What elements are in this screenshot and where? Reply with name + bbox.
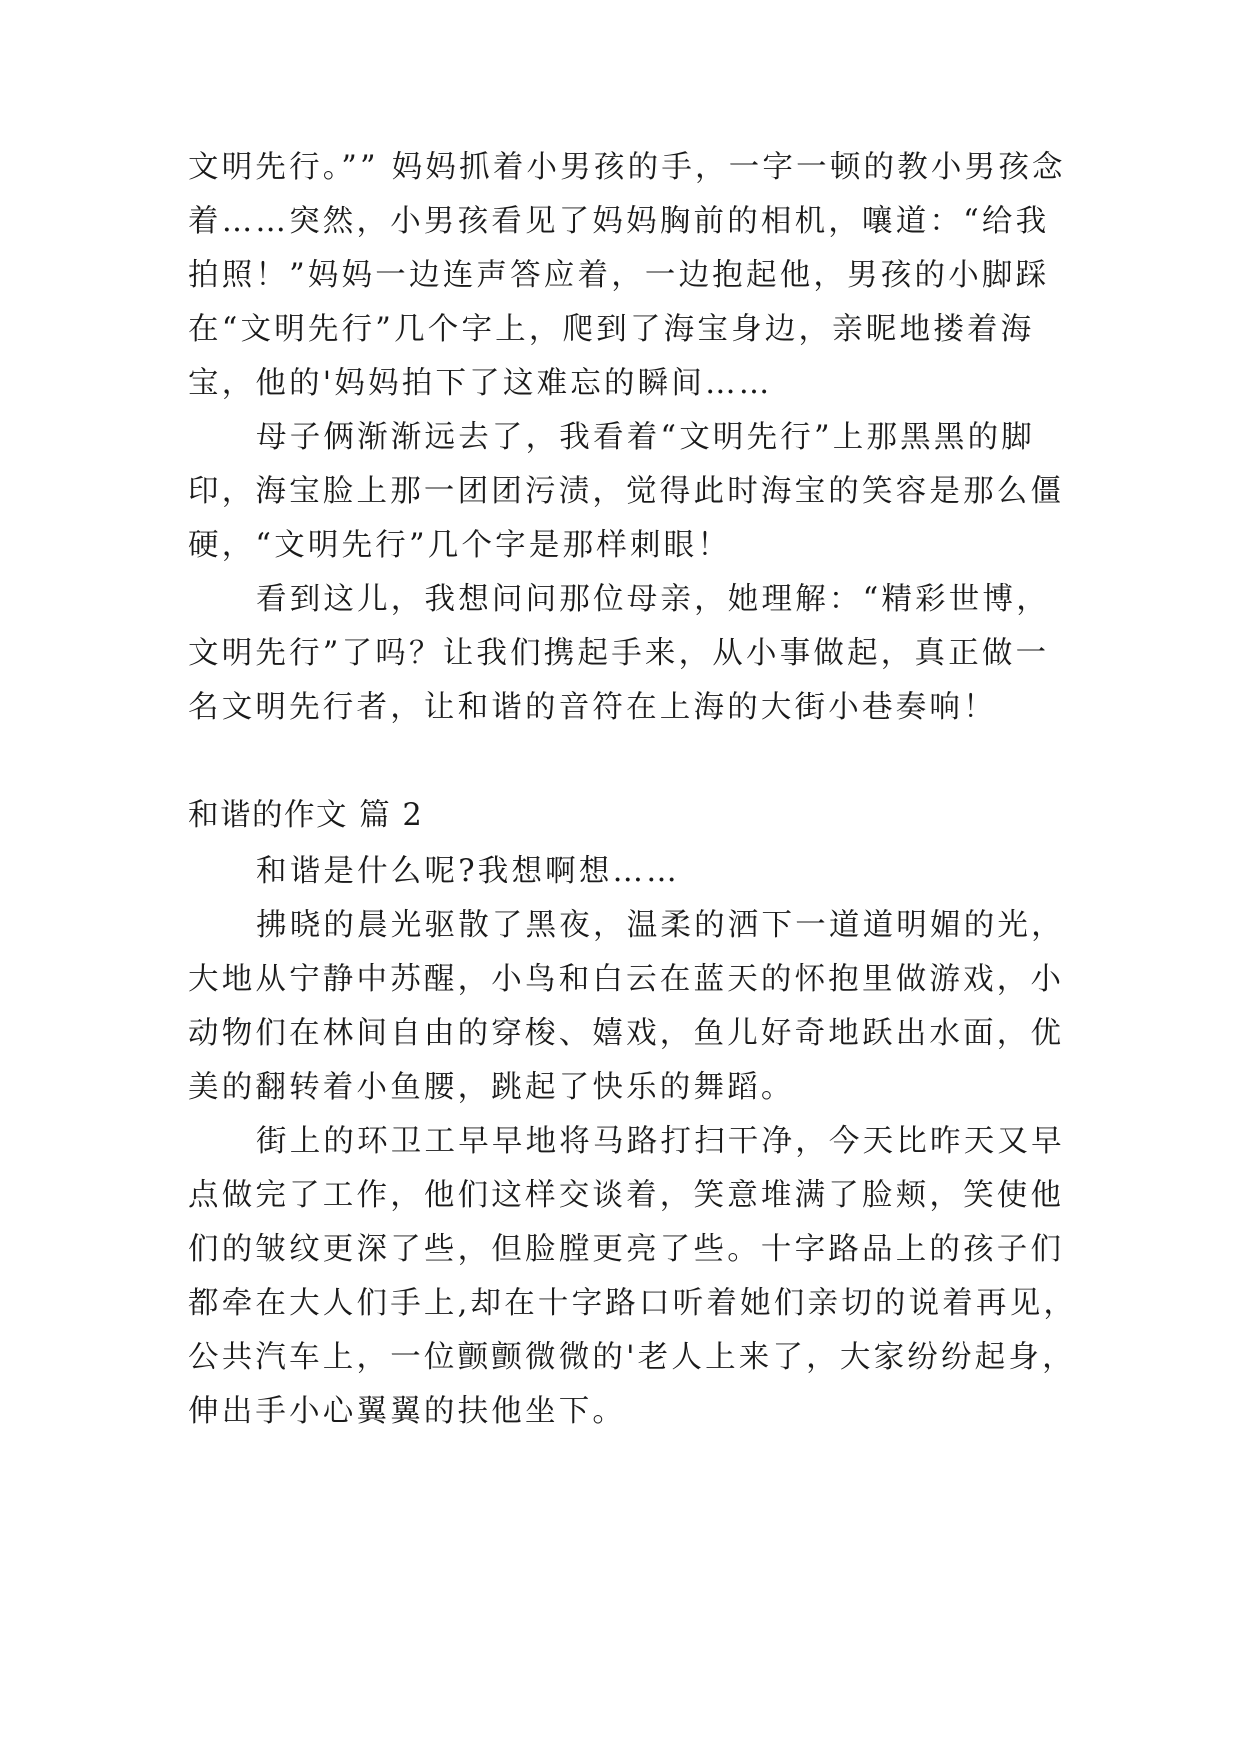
paragraph-line: 在“文明先行”几个字上，爬到了海宝身边，亲昵地搂着海 bbox=[188, 312, 1035, 347]
paragraph-line: 印，海宝脸上那一团团污渍，觉得此时海宝的笑容是那么僵 bbox=[188, 474, 1065, 509]
paragraph-line: 们的皱纹更深了些，但脸膛更亮了些。十字路品上的孩子们 bbox=[188, 1232, 1065, 1267]
paragraph-line: 公共汽车上，一位颤颤微微的'老人上来了，大家纷纷起身， bbox=[188, 1340, 1076, 1375]
section-heading: 和谐的作文 篇 2 bbox=[188, 798, 424, 833]
paragraph-line: 都牵在大人们手上,却在十字路口听着她们亲切的说着再见， bbox=[188, 1286, 1078, 1321]
paragraph-line: 名文明先行者，让和谐的音符在上海的大街小巷奏响！ bbox=[188, 690, 997, 725]
paragraph-line: 动物们在林间自由的穿梭、嬉戏，鱼儿好奇地跃出水面，优 bbox=[188, 1016, 1065, 1051]
paragraph-line: 硬，“文明先行”几个字是那样刺眼！ bbox=[188, 528, 732, 563]
paragraph-line: 着……突然，小男孩看见了妈妈胸前的相机，嚷道：“给我 bbox=[188, 204, 1050, 239]
paragraph-line: 看到这儿，我想问问那位母亲，她理解：“精彩世博， bbox=[256, 582, 1050, 617]
paragraph-line: 文明先行”了吗？让我们携起手来，从小事做起，真正做一 bbox=[188, 636, 1050, 671]
paragraph-line: 点做完了工作，他们这样交谈着，笑意堆满了脸颊，笑使他 bbox=[188, 1178, 1065, 1213]
paragraph-line: 拍照！”妈妈一边连声答应着，一边抱起他，男孩的小脚踩 bbox=[188, 258, 1050, 293]
paragraph-line: 大地从宁静中苏醒，小鸟和白云在蓝天的怀抱里做游戏，小 bbox=[188, 962, 1065, 997]
paragraph-line: 文明先行。”” 妈妈抓着小男孩的手，一字一顿的教小男孩念 bbox=[188, 150, 1066, 185]
paragraph-line: 伸出手小心翼翼的扶他坐下。 bbox=[188, 1394, 627, 1429]
paragraph-line: 宝，他的'妈妈拍下了这难忘的瞬间…… bbox=[188, 366, 773, 401]
paragraph-line: 母子俩渐渐远去了，我看着“文明先行”上那黑黑的脚 bbox=[256, 420, 1035, 455]
paragraph-line: 美的翻转着小鱼腰，跳起了快乐的舞蹈。 bbox=[188, 1070, 795, 1105]
paragraph-line: 街上的环卫工早早地将马路打扫干净，今天比昨天又早 bbox=[256, 1124, 1065, 1159]
paragraph-line: 和谐是什么呢?我想啊想…… bbox=[256, 854, 680, 889]
paragraph-line: 拂晓的晨光驱散了黑夜，温柔的洒下一道道明媚的光， bbox=[256, 908, 1065, 943]
